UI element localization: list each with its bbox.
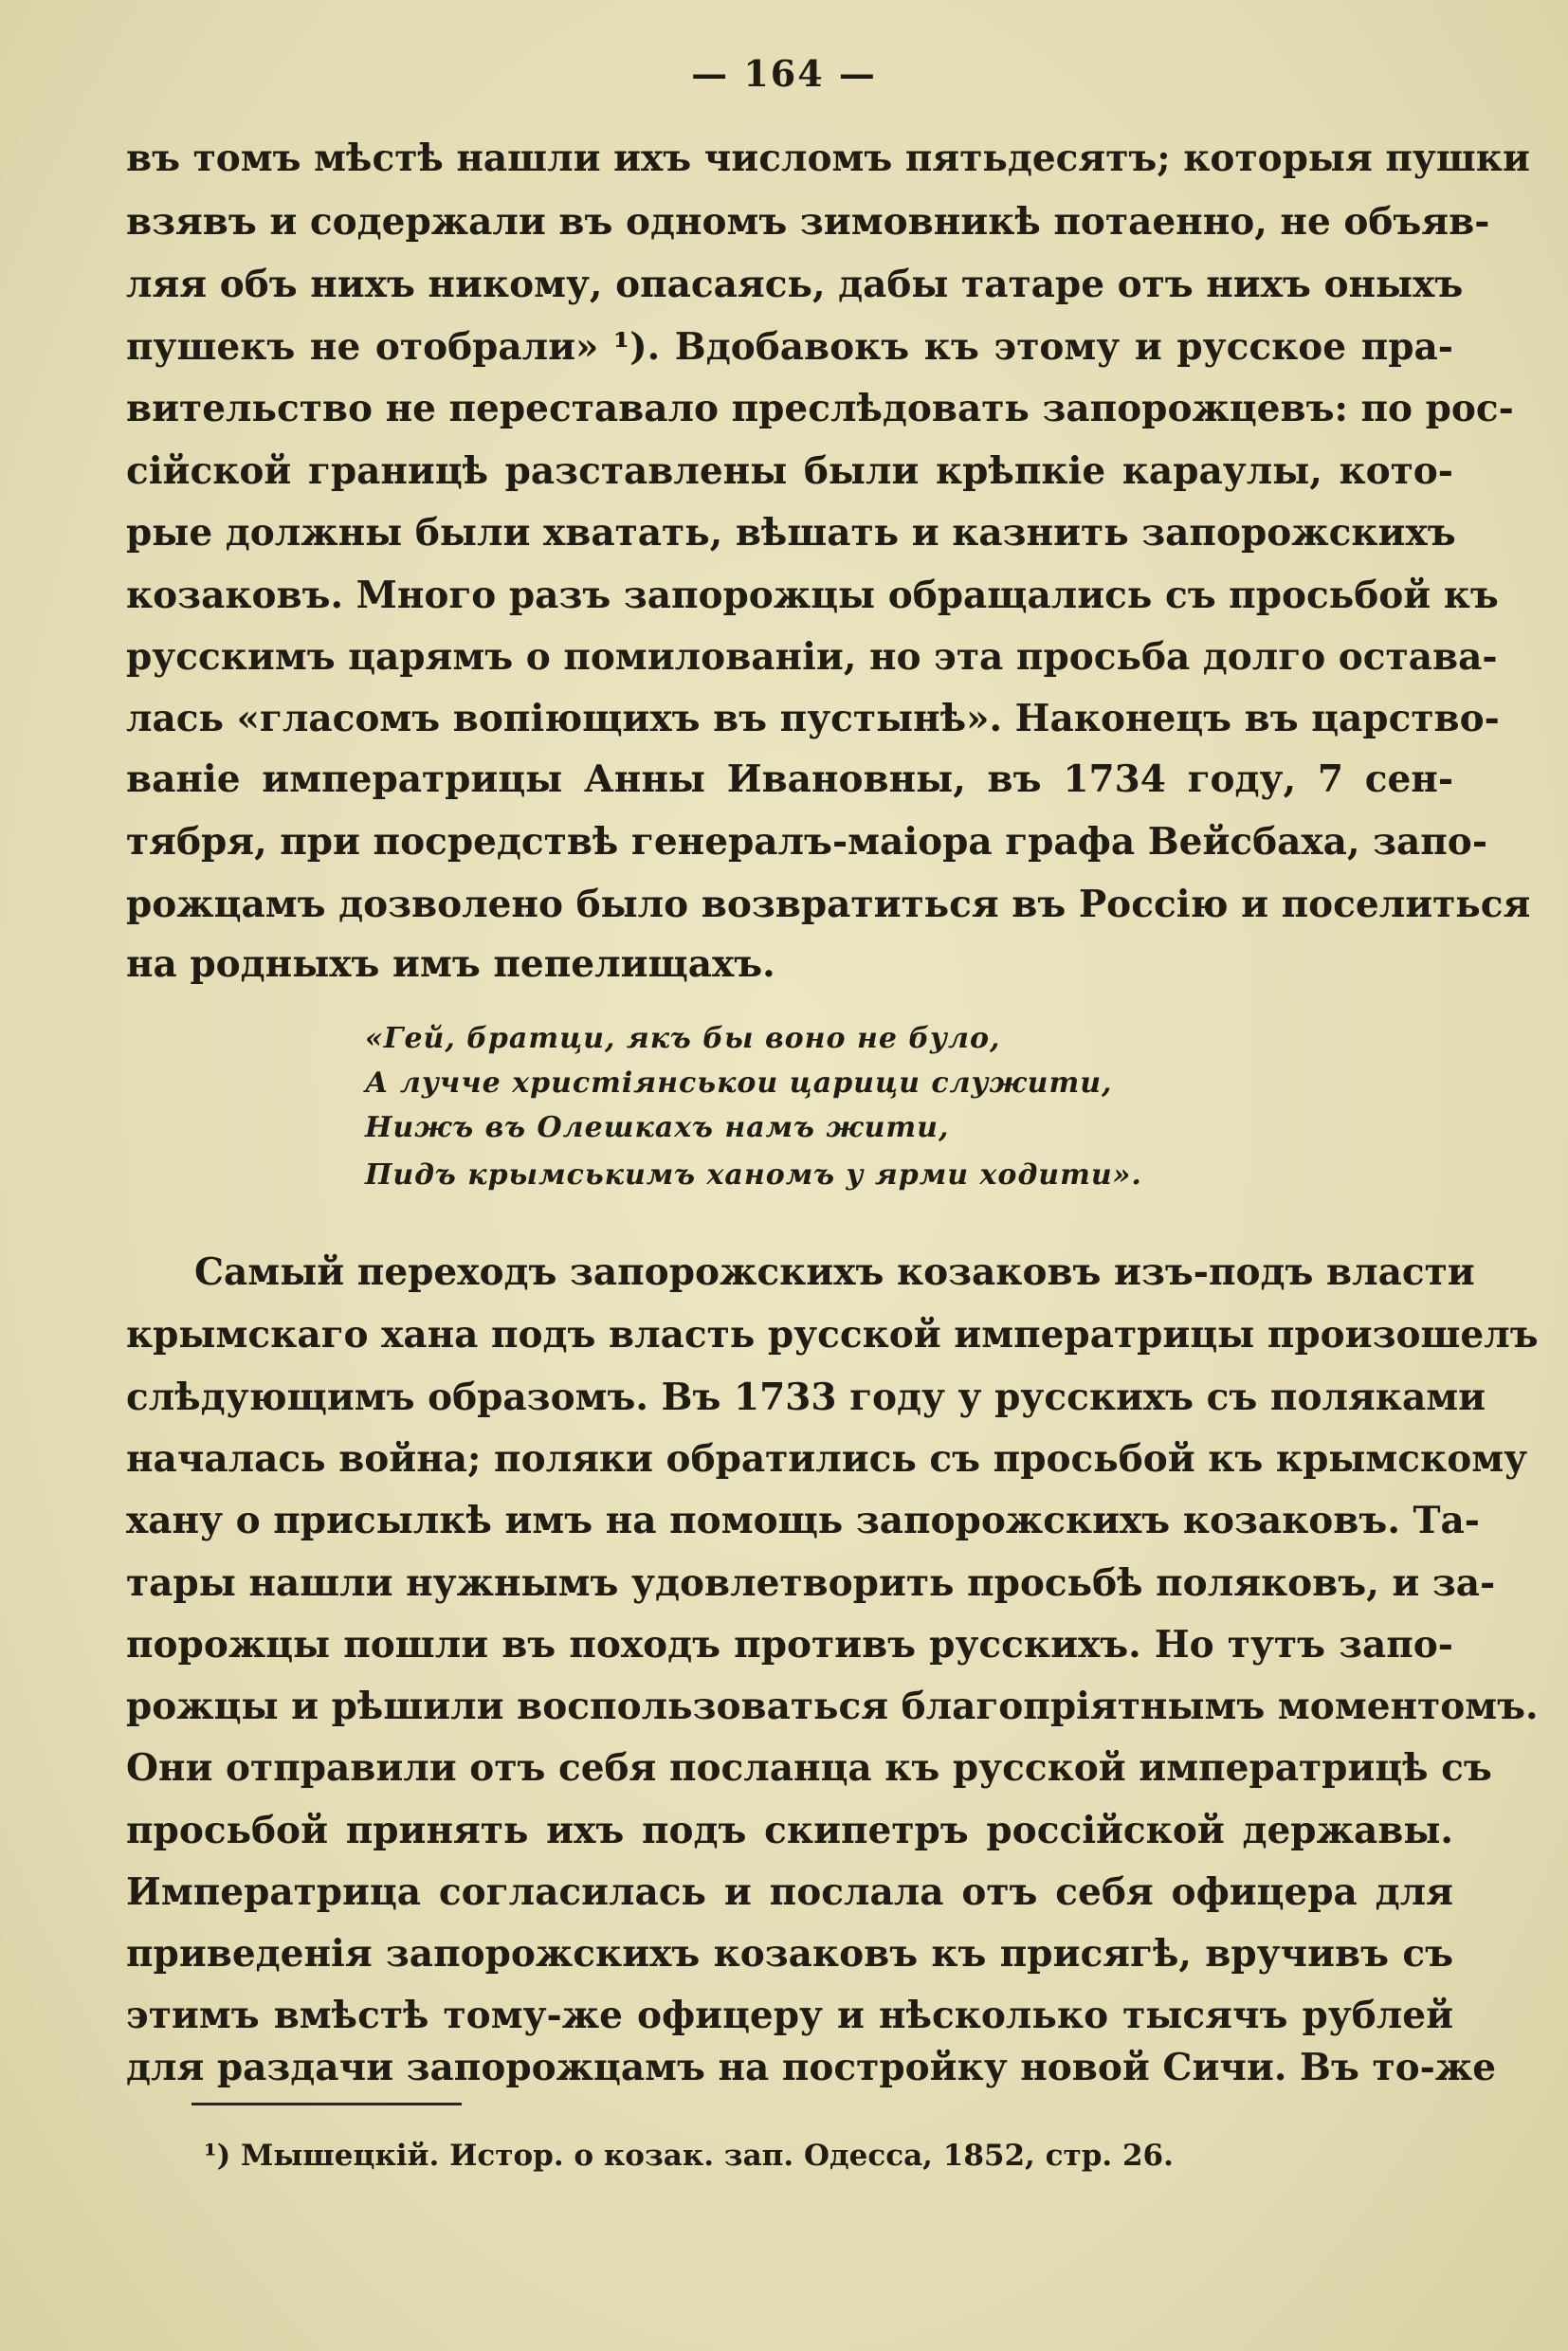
text-line: Самый переходъ запорожскихъ козаковъ изъ-подъ власти (194, 1250, 1475, 1294)
verse-line: Нижъ въ Олешкахъ намъ жити, (365, 1111, 950, 1144)
text-line: тября, при посредствѣ генералъ-маіора графа Вейсбаха, запо- (126, 820, 1488, 864)
text-line: началась война; поляки обратились съ просьбой къ крымскому (126, 1437, 1528, 1481)
text-line: Императрица согласилась и послала отъ себя офицера для (126, 1870, 1453, 1914)
footnote: ¹) Мышецкій. Истор. о козак. зап. Одесса, 1852, стр. 26. (204, 2139, 1174, 2173)
text-line: хану о присылкѣ имъ на помощь запорожскихъ козаковъ. Та- (126, 1499, 1480, 1542)
text-line: на родныхъ имъ пепелищахъ. (126, 942, 775, 986)
text-line: вительство не переставало преслѣдовать запорожцевъ: по рос- (126, 387, 1514, 430)
page-number: — 164 — (691, 52, 877, 95)
text-line: ляя объ нихъ никому, опасаясь, дабы татаре отъ нихъ оныхъ (126, 263, 1464, 306)
text-line: рые должны были хватать, вѣшать и казнить запорожскихъ (126, 511, 1456, 555)
text-line: рожцамъ дозволено было возвратиться въ Россію и поселиться (126, 883, 1531, 926)
text-line: рожцы и рѣшили воспользоваться благопріятнымъ моментомъ. (126, 1685, 1539, 1728)
text-line: крымскаго хана подъ власть русской императрицы произошелъ (126, 1313, 1539, 1357)
text-line: сійской границѣ разставлены были крѣпкіе караулы, кото- (126, 449, 1453, 493)
verse-line: «Гей, братци, якъ бы воно не було, (365, 1022, 1001, 1055)
footnote-divider (191, 2103, 462, 2105)
text-line: просьбой принять ихъ подъ скипетръ россійской державы. (126, 1809, 1453, 1852)
text-line: приведенія запорожскихъ козаковъ къ присягѣ, вручивъ съ (126, 1932, 1453, 1976)
text-line: въ томъ мѣстѣ нашли ихъ числомъ пятьдесятъ; которыя пушки (126, 137, 1530, 180)
verse-line: Пидъ крымськимъ ханомъ у ярми ходити». (365, 1158, 1142, 1192)
text-line: этимъ вмѣстѣ тому-же офицеру и нѣсколько тысячъ рублей (126, 1994, 1453, 2037)
text-line: взявъ и содержали въ одномъ зимовникѣ потаенно, не объяв- (126, 200, 1490, 244)
text-line: тары нашли нужнымъ удовлетворить просьбѣ поляковъ, и за- (126, 1561, 1496, 1605)
verse-line: А лучче христіянськои царици служити, (365, 1066, 1113, 1100)
text-line: слѣдующимъ образомъ. Въ 1733 году у русскихъ съ поляками (126, 1376, 1486, 1419)
text-line: козаковъ. Много разъ запорожцы обращались съ просьбой къ (126, 574, 1499, 617)
text-line: русскимъ царямъ о помилованіи, но эта просьба долго остава- (126, 635, 1498, 679)
text-line: порожцы пошли въ походъ противъ русскихъ. Но тутъ запо- (126, 1623, 1453, 1667)
text-line: лась «гласомъ вопіющихъ въ пустынѣ». Наконецъ въ царство- (126, 697, 1500, 740)
text-line: пушекъ не отобрали» ¹). Вдобавокъ къ этому и русское пра- (126, 325, 1453, 369)
text-line: для раздачи запорожцамъ на постройку новой Сичи. Въ то-же (126, 2046, 1497, 2089)
text-line: Они отправили отъ себя посланца къ русской императрицѣ съ (126, 1746, 1492, 1790)
text-line: ваніе императрицы Анны Ивановны, въ 1734 году, 7 сен- (126, 757, 1453, 801)
